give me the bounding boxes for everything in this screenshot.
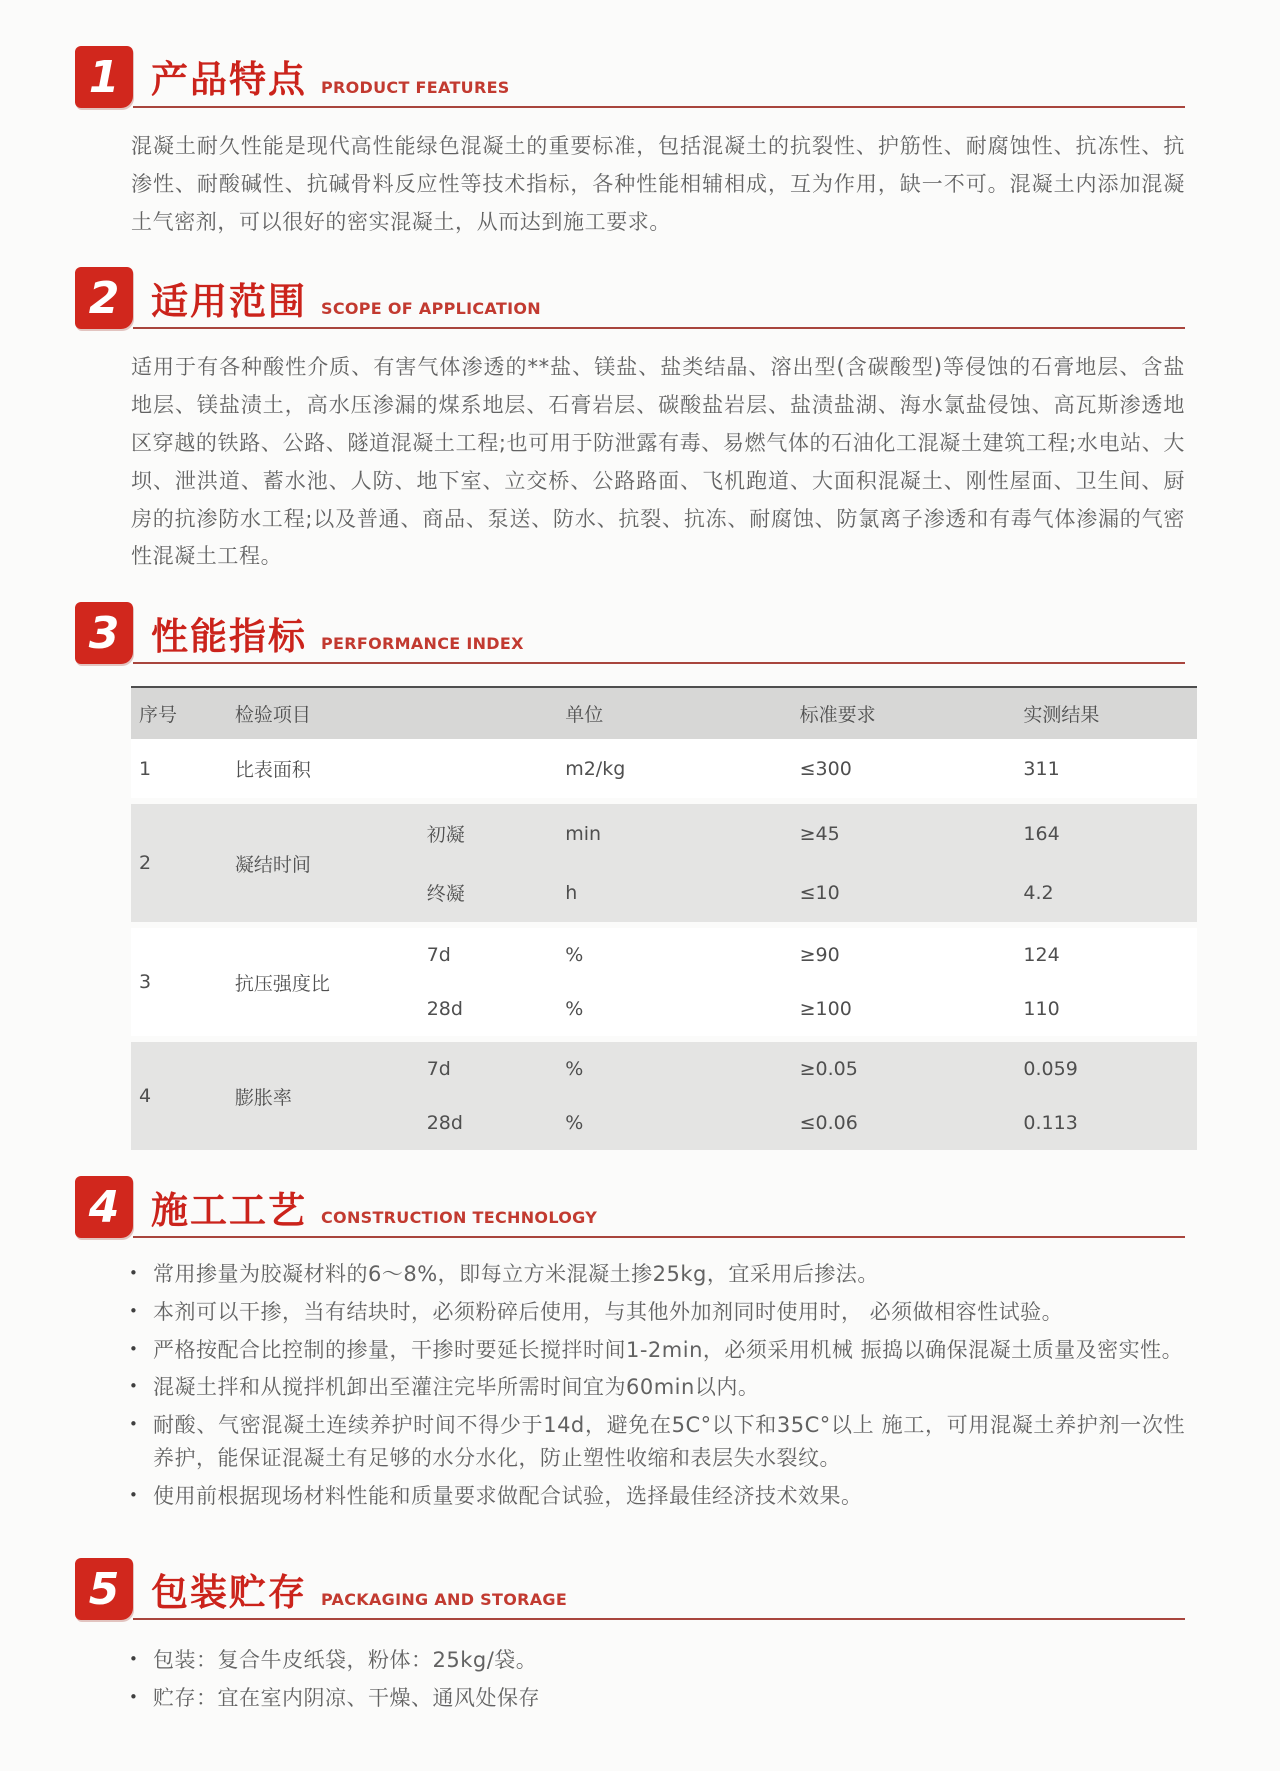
bullet-item <box>129 1644 1185 1677</box>
section-3-underline <box>133 662 1185 664</box>
row2b-sub: 终凝 <box>426 883 465 906</box>
bullet-item <box>129 1480 1185 1513</box>
section-1-title-zh: 产品特点 <box>151 58 307 102</box>
bullet-item <box>129 1682 1185 1715</box>
section-performance-index <box>75 602 1185 1150</box>
col-header-unit: 单位 <box>565 704 604 727</box>
section-4-header <box>75 1176 1185 1242</box>
row4a-req: ≥0.05 <box>799 1058 858 1081</box>
row4b-result: 0.113 <box>1023 1112 1078 1135</box>
bullet-item <box>129 1296 1185 1329</box>
section-3-number-badge <box>75 602 133 664</box>
section-1-number-badge <box>75 46 133 108</box>
row3-item: 抗压强度比 <box>234 972 330 995</box>
bullet-dot-icon: • <box>129 1377 139 1396</box>
row2-item: 凝结时间 <box>234 853 311 876</box>
bullet-text: 常用掺量为胶凝材料的6～8%，即每立方米混凝土掺25kg，宜采用后掺法。 <box>153 1262 879 1287</box>
row3a-sub: 7d <box>426 944 451 967</box>
row1-no: 1 <box>139 757 152 780</box>
row1-result: 311 <box>1023 757 1060 780</box>
section-1-number: 1 <box>88 51 120 103</box>
row3-no: 3 <box>139 971 152 994</box>
performance-table <box>131 686 1197 1150</box>
table-row-1 <box>131 739 1197 798</box>
section-2-title-en: SCOPE OF APPLICATION <box>321 299 541 319</box>
section-3-header <box>75 602 1185 668</box>
row4b-unit: % <box>565 1112 584 1135</box>
section-5-title-en: PACKAGING AND STORAGE <box>321 1590 568 1610</box>
section-2-number: 2 <box>88 272 120 324</box>
section-2-underline <box>133 327 1185 329</box>
row2b-result: 4.2 <box>1023 881 1054 904</box>
row2a-result: 164 <box>1023 822 1060 845</box>
col-header-no: 序号 <box>139 704 178 727</box>
bullet-text: 混凝土拌和从搅拌机卸出至灌注完毕所需时间宜为60min以内。 <box>153 1375 760 1400</box>
col-header-sub <box>419 687 558 739</box>
row2a-req: ≥45 <box>799 822 840 845</box>
row2-no: 2 <box>139 852 152 875</box>
section-4-title-en: CONSTRUCTION TECHNOLOGY <box>321 1208 598 1228</box>
section-2-title-zh: 适用范围 <box>151 279 307 323</box>
row1-item: 比表面积 <box>234 759 311 782</box>
table-header-row <box>131 687 1197 739</box>
section-1-header <box>75 46 1185 112</box>
bullet-text: 本剂可以干掺，当有结块时，必须粉碎后使用，与其他外加剂同时使用时， 必须做相容性试验。 <box>153 1299 1064 1324</box>
row1-unit: m2/kg <box>565 757 626 780</box>
section-construction-technology <box>75 1176 1185 1512</box>
section-1-titles <box>151 46 1185 106</box>
bullet-text: 使用前根据现场材料性能和质量要求做配合试验，选择最佳经济技术效果。 <box>153 1483 863 1508</box>
row1-sub <box>419 739 558 798</box>
section-3-title-en: PERFORMANCE INDEX <box>321 634 524 654</box>
section-5-number-badge <box>75 1558 133 1620</box>
row3b-sub: 28d <box>426 998 463 1021</box>
row4b-sub: 28d <box>426 1112 463 1135</box>
bullet-dot-icon: • <box>129 1485 139 1504</box>
section-1-body: 混凝土耐久性能是现代高性能绿色混凝土的重要标准，包括混凝土的抗裂性、护筋性、耐腐蚀性、抗冻性、抗渗性、耐酸碱性、抗碱骨料反应性等技术指标，各种性能相辅相成，互为作用，缺一不可。混凝土内添加混凝土气密剂，可以很好的密实混凝土，从而达到施工要求。 <box>131 134 1185 234</box>
bullet-dot-icon: • <box>129 1264 139 1283</box>
section-5-number: 5 <box>88 1563 120 1615</box>
section-5-titles <box>151 1558 1185 1618</box>
bullet-dot-icon: • <box>129 1688 139 1707</box>
row4-item: 膨胀率 <box>234 1086 292 1109</box>
bullet-dot-icon: • <box>129 1339 139 1358</box>
section-1-underline <box>133 106 1185 108</box>
col-header-item: 检验项目 <box>234 704 311 727</box>
row4b-req: ≤0.06 <box>799 1112 858 1135</box>
row2b-unit: h <box>565 881 578 904</box>
row4a-sub: 7d <box>426 1058 451 1081</box>
bullet-dot-icon: • <box>129 1301 139 1320</box>
row2a-sub: 初凝 <box>426 824 465 847</box>
section-2-number-badge <box>75 267 133 329</box>
packaging-bullet-list <box>129 1644 1185 1715</box>
section-3-titles <box>151 602 1185 662</box>
section-product-features <box>75 46 1185 241</box>
row4a-unit: % <box>565 1058 584 1081</box>
bullet-dot-icon: • <box>129 1415 139 1434</box>
section-scope-of-application <box>75 267 1185 576</box>
row3b-req: ≥100 <box>799 998 852 1021</box>
row3b-result: 110 <box>1023 998 1060 1021</box>
bullet-item <box>129 1258 1185 1291</box>
row3a-unit: % <box>565 944 584 967</box>
bullet-dot-icon: • <box>129 1650 139 1669</box>
bullet-text: 耐酸、气密混凝土连续养护时间不得少于14d，避免在5C°以下和35C°以上 施工，可用混凝土养护剂一次性养护，能保证混凝土有足够的水分水化，防止塑性收缩和表层失水裂纹。 <box>153 1413 1185 1470</box>
section-2-header <box>75 267 1185 333</box>
bullet-item <box>129 1409 1185 1475</box>
section-3-title-zh: 性能指标 <box>151 614 307 658</box>
section-5-underline <box>133 1618 1185 1620</box>
section-3-number: 3 <box>88 607 120 659</box>
row1-req: ≤300 <box>799 757 852 780</box>
col-header-result: 实测结果 <box>1023 704 1100 727</box>
bullet-text: 贮存：宜在室内阴凉、干燥、通风处保存 <box>153 1686 540 1711</box>
table-row-2a <box>131 804 1197 863</box>
section-5-title-zh: 包装贮存 <box>151 1570 307 1614</box>
bullet-item <box>129 1371 1185 1404</box>
construction-bullet-list <box>129 1258 1185 1512</box>
section-4-titles <box>151 1176 1185 1236</box>
section-1-title-en: PRODUCT FEATURES <box>321 78 510 97</box>
section-4-title-zh: 施工工艺 <box>151 1188 307 1232</box>
row3b-unit: % <box>565 998 584 1021</box>
row2b-req: ≤10 <box>799 881 840 904</box>
row4-no: 4 <box>139 1085 152 1108</box>
col-header-req: 标准要求 <box>799 704 876 727</box>
section-4-number: 4 <box>88 1181 120 1233</box>
table-row-4a <box>131 1042 1197 1096</box>
bullet-item <box>129 1334 1185 1367</box>
row3a-result: 124 <box>1023 944 1060 967</box>
section-4-underline <box>133 1236 1185 1238</box>
section-2-body: 适用于有各种酸性介质、有害气体渗透的**盐、镁盐、盐类结晶、溶出型(含碳酸型)等侵蚀的石膏地层、含盐地层、镁盐渍土，高水压渗漏的煤系地层、石膏岩层、碳酸盐岩层、盐渍盐湖、海水氯盐侵蚀、高瓦斯渗透地区穿越的铁路、公路、隧道混凝土工程;也可用于防泄露有毒、易燃气体的石油化工混凝土建筑工程;水电站、大坝、泄洪道、蓄水池、人防、地下室、立交桥、公路路面、飞机跑道、大面积混凝土、刚性屋面、卫生间、厨房的抗渗防水工程;以及普通、商品、泵送、防水、抗裂、抗冻、耐腐蚀、防氯离子渗透和有毒气体渗漏的气密性混凝土工程。 <box>131 355 1185 569</box>
bullet-text: 严格按配合比控制的掺量，干掺时要延长搅拌时间1-2min，必须采用机械 振捣以确保混凝土质量及密实性。 <box>153 1337 1184 1362</box>
section-5-header <box>75 1558 1185 1624</box>
section-packaging-and-storage <box>75 1558 1185 1715</box>
section-2-titles <box>151 267 1185 327</box>
table-row-3a <box>131 928 1197 982</box>
row4a-result: 0.059 <box>1023 1058 1078 1081</box>
row2a-unit: min <box>565 822 602 845</box>
section-4-number-badge <box>75 1176 133 1238</box>
bullet-text: 包装：复合牛皮纸袋，粉体：25kg/袋。 <box>153 1648 538 1673</box>
row3a-req: ≥90 <box>799 944 840 967</box>
